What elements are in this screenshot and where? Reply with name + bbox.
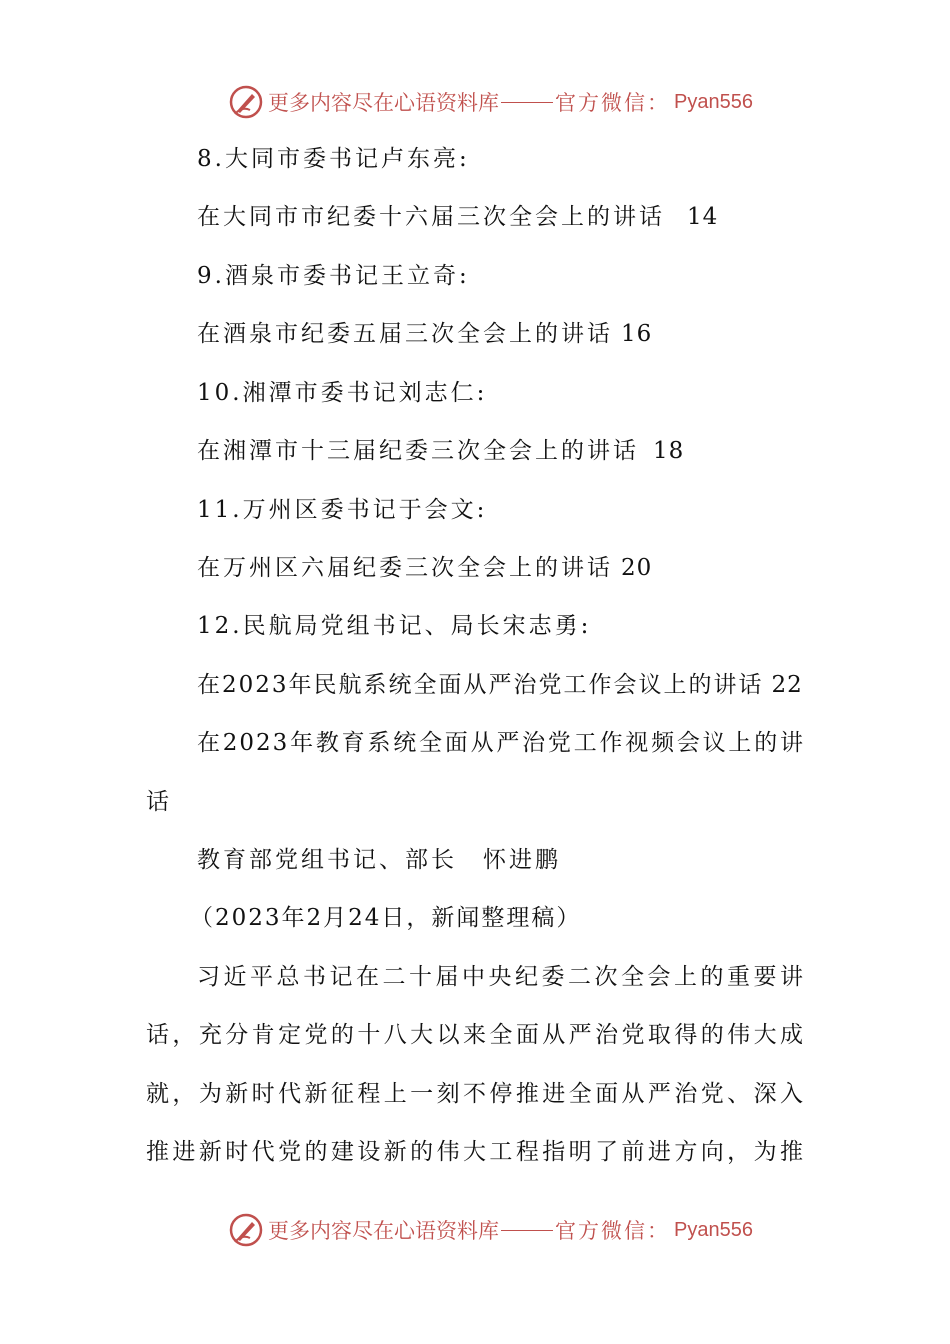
banner-wechat-id: Pyan556 [674,1218,753,1241]
speaker-name: 怀进鹏 [483,847,561,873]
toc-heading: 9.酒泉市委书记王立奇: [197,263,470,289]
pen-logo-icon [228,84,264,120]
toc-heading: 12.民航局党组书记、局长宋志勇: [197,613,592,639]
toc-title: 在酒泉市纪委五届三次全会上的讲话 16 [197,321,653,347]
toc-page-number: 22 [771,672,803,698]
body-line: 就，为新时代新征程上一刻不停推进全面从严治党、深入 [146,1081,805,1107]
banner-wechat-label: 官方微信： [555,91,670,115]
body-line: 推进新时代党的建设新的伟大工程指明了前进方向，为推 [146,1139,805,1165]
pen-logo-icon [228,1212,264,1248]
body-line: 话，充分肯定党的十八大以来全面从严治党取得的伟大成 [146,1022,805,1048]
banner-wechat-id: Pyan556 [674,90,753,113]
toc-page-number: 16 [621,321,653,347]
article-title: 在2023年教育系统全面从严治党工作视频会议上的讲 [197,730,805,756]
toc-heading: 10.湘潭市委书记刘志仁: [197,380,488,406]
toc-title: 在湘潭市十三届纪委三次全会上的讲话 18 [197,438,685,464]
toc-heading: 11.万州区委书记于会文: [197,497,488,523]
toc-page-number: 18 [653,438,685,464]
toc-title: 在万州区六届纪委三次全会上的讲话 20 [197,555,653,581]
article-title-continued: 话 [146,789,172,815]
watermark-banner-top [228,82,753,122]
banner-text: 更多内容尽在心语资料库 [268,91,499,115]
toc-title: 在大同市市纪委十六届三次全会上的讲话 14 [197,204,719,230]
source-note: （2023年2月24日，新闻整理稿） [190,905,582,931]
watermark-banner-bottom [228,1210,753,1250]
banner-wechat-label: 官方微信： [555,1219,670,1243]
banner-dash [501,102,553,103]
body-line: 习近平总书记在二十届中央纪委二次全会上的重要讲 [197,964,805,990]
speaker-role: 教育部党组书记、部长 [197,847,457,873]
banner-dash [501,1230,553,1231]
speaker-line [197,844,561,876]
banner-text: 更多内容尽在心语资料库 [268,1219,499,1243]
toc-heading: 8.大同市委书记卢东亮: [197,146,470,172]
toc-page-number: 20 [621,555,653,581]
toc-title: 在2023年民航系统全面从严治党工作会议上的讲话 22 [197,672,803,698]
toc-page-number: 14 [687,204,719,230]
